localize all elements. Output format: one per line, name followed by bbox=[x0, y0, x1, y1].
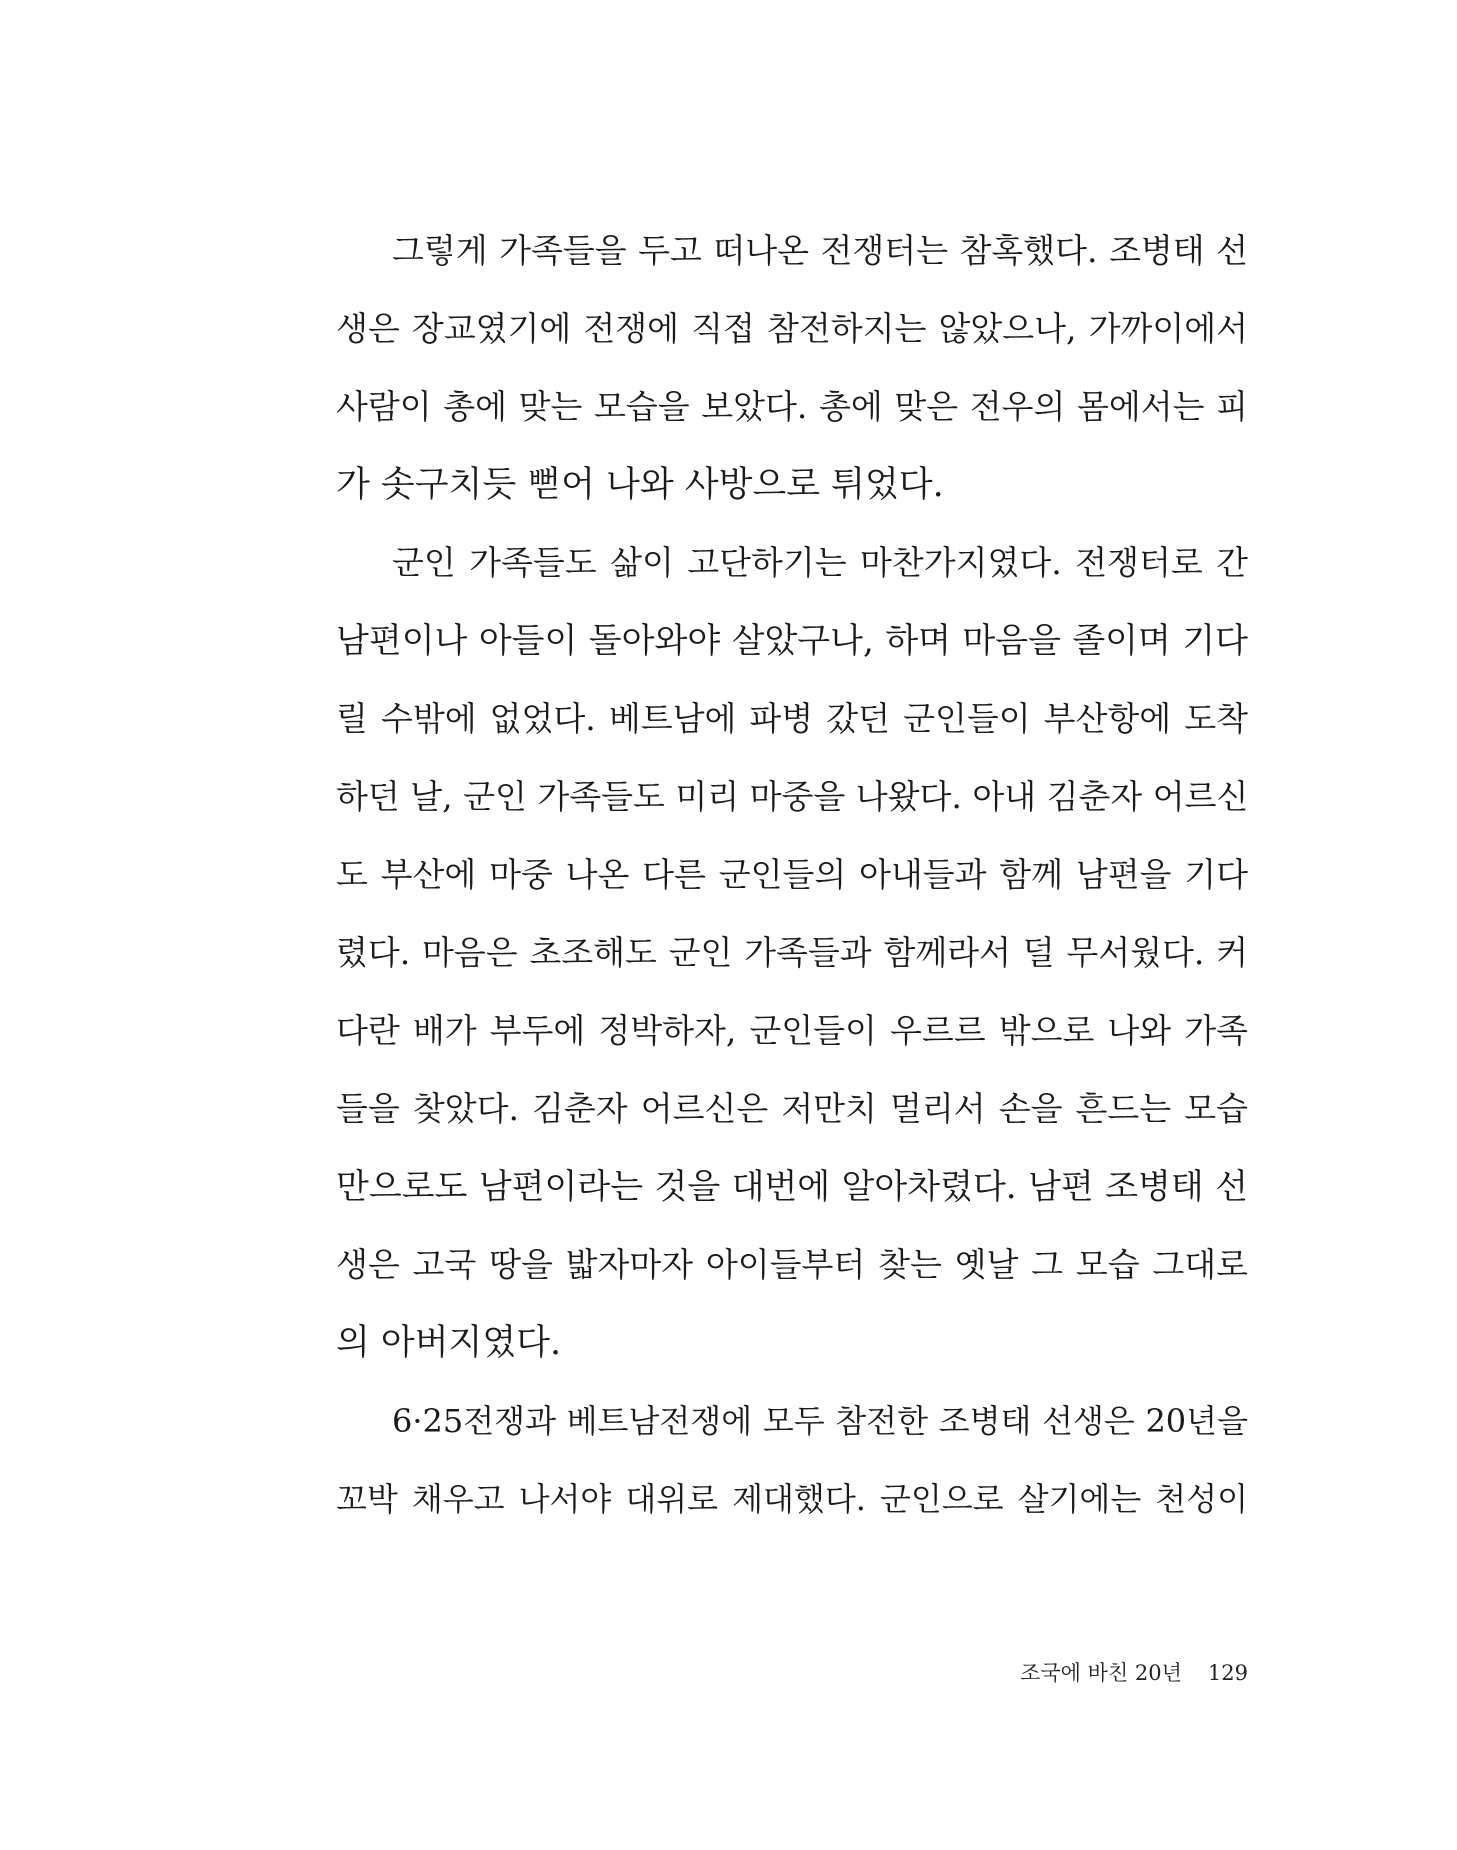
paragraph-line: 그렇게 가족들을 두고 떠나온 전쟁터는 참혹했다. 조병태 선 bbox=[392, 231, 1248, 270]
body-text bbox=[336, 222, 1248, 1548]
page-number: 129 bbox=[1207, 1661, 1248, 1685]
paragraph-line: 릴 수밖에 없었다. 베트남에 파병 갔던 군인들이 부산항에 도착 bbox=[336, 699, 1248, 738]
paragraph-line: 군인 가족들도 삶이 고단하기는 마찬가지였다. 전쟁터로 간 bbox=[392, 543, 1249, 582]
page-footer bbox=[1010, 1657, 1248, 1687]
paragraph-line: 꼬박 채우고 나서야 대위로 제대했다. 군인으로 살기에는 천성이 bbox=[336, 1480, 1248, 1518]
running-title: 조국에 바친 20년 bbox=[1020, 1661, 1182, 1685]
paragraph-line: 생은 고국 땅을 밟자마자 아이들부터 찾는 옛날 그 모습 그대로 bbox=[336, 1245, 1248, 1284]
paragraph-line: 도 부산에 마중 나온 다른 군인들의 아내들과 함께 남편을 기다 bbox=[336, 855, 1248, 894]
paragraph-line: 다란 배가 부두에 정박하자, 군인들이 우르르 밖으로 나와 가족 bbox=[336, 1011, 1248, 1050]
paragraph-line: 렸다. 마음은 초조해도 군인 가족들과 함께라서 덜 무서웠다. 커 bbox=[336, 933, 1248, 972]
paragraph-line: 사람이 총에 맞는 모습을 보았다. 총에 맞은 전우의 몸에서는 피 bbox=[336, 387, 1248, 426]
paragraph-line: 들을 찾았다. 김춘자 어르신은 저만치 멀리서 손을 흔드는 모습 bbox=[336, 1089, 1248, 1128]
paragraph-line: 가 솟구치듯 뻗어 나와 사방으로 튀었다. bbox=[336, 465, 944, 505]
paragraph-line: 의 아버지였다. bbox=[336, 1323, 562, 1363]
paragraph-line: 남편이나 아들이 돌아와야 살았구나, 하며 마음을 졸이며 기다 bbox=[336, 621, 1248, 661]
paragraph-line: 6·25전쟁과 베트남전쟁에 모두 참전한 조병태 선생은 20년을 bbox=[392, 1402, 1248, 1440]
paragraph-line: 하던 날, 군인 가족들도 미리 마중을 나왔다. 아내 김춘자 어르신 bbox=[336, 777, 1249, 816]
paragraph-line: 만으로도 남편이라는 것을 대번에 알아차렸다. 남편 조병태 선 bbox=[336, 1167, 1248, 1207]
paragraph-line: 생은 장교였기에 전쟁에 직접 참전하지는 않았으나, 가까이에서 bbox=[336, 309, 1248, 348]
